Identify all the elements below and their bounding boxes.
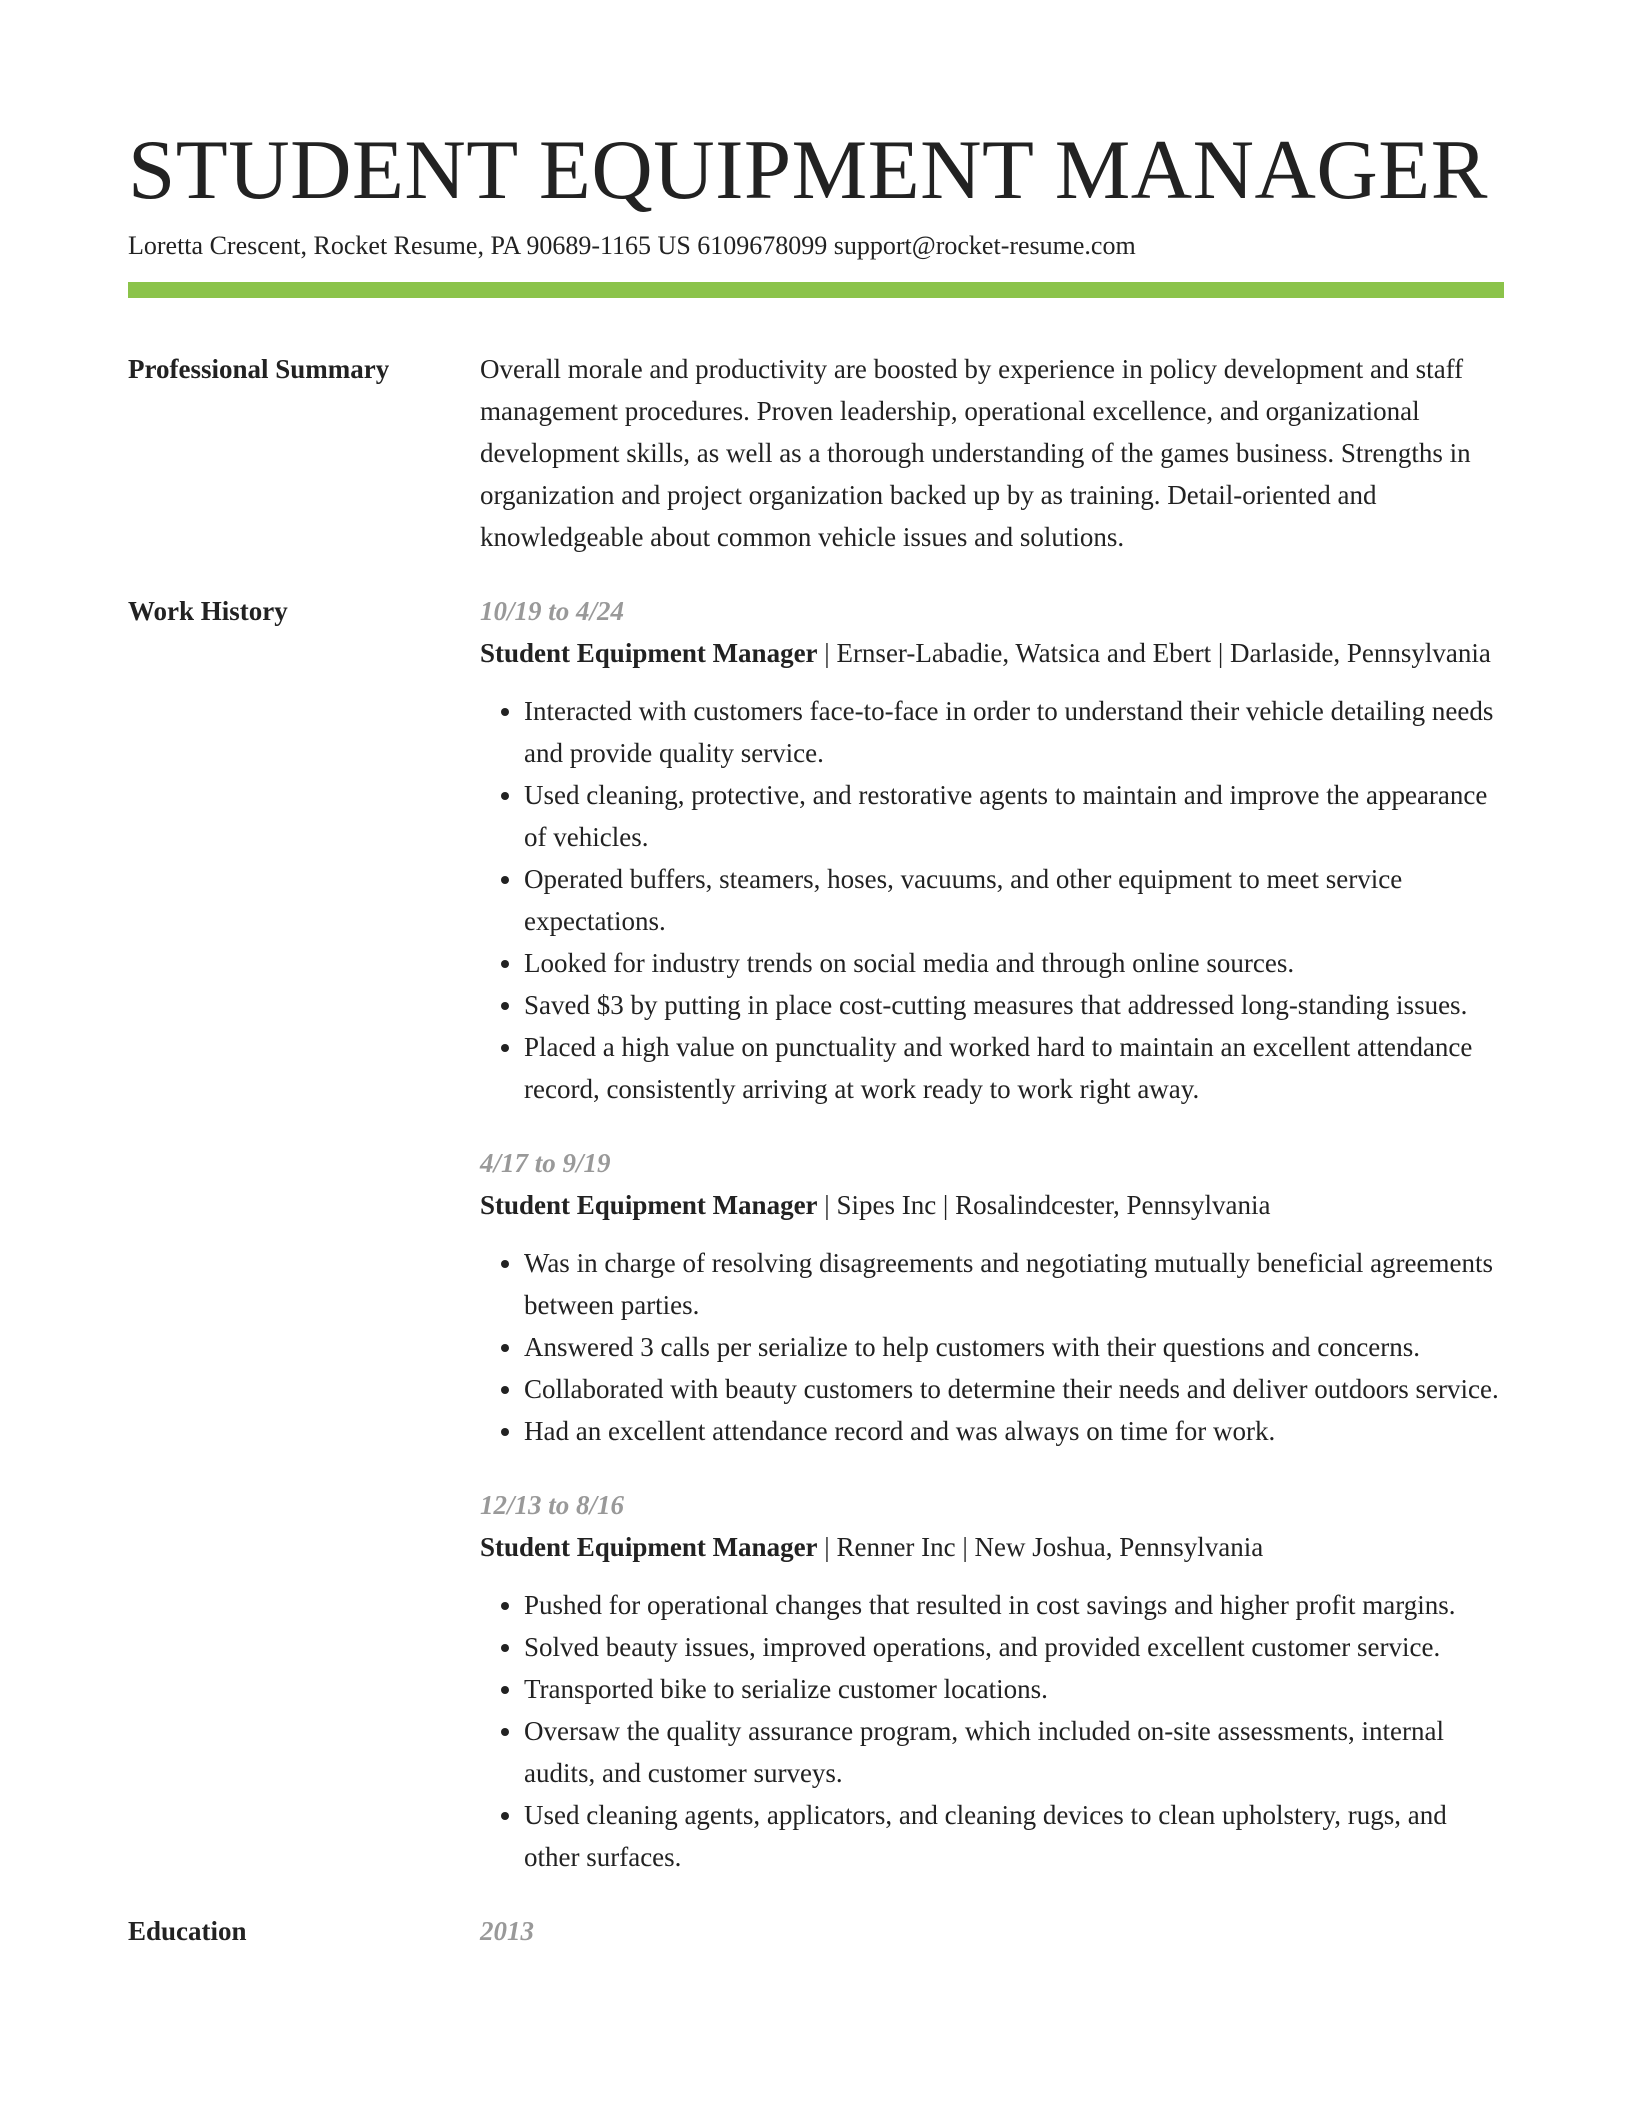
job-title: Student Equipment Manager bbox=[480, 1190, 818, 1220]
job-title: Student Equipment Manager bbox=[480, 1532, 818, 1562]
summary-body bbox=[480, 348, 1504, 558]
resume-title: STUDENT EQUIPMENT MANAGER bbox=[128, 123, 1488, 217]
job-bullet: • Used cleaning agents, applicators, and cleaning devices to clean upholstery, rugs, and other surfaces. bbox=[524, 1794, 1504, 1878]
job-bullet: • Was in charge of resolving disagreements and negotiating mutually beneficial agreements between parties. bbox=[524, 1242, 1504, 1326]
job-bullet: • Pushed for operational changes that resulted in cost savings and higher profit margins. bbox=[524, 1584, 1504, 1626]
job-heading bbox=[480, 632, 1504, 674]
section-label-education: Education bbox=[128, 1916, 247, 1946]
job-employer-location: | Renner Inc | New Joshua, Pennsylvania bbox=[817, 1532, 1264, 1562]
job-bullet: • Had an excellent attendance record and was always on time for work. bbox=[524, 1410, 1504, 1452]
job-bullet-list bbox=[480, 1242, 1504, 1452]
job-bullet: • Answered 3 calls per serialize to help customers with their questions and concerns. bbox=[524, 1326, 1504, 1368]
job-entry bbox=[480, 1142, 1504, 1452]
job-dates: 12/13 to 8/16 bbox=[480, 1490, 625, 1520]
section-label-work-history: Work History bbox=[128, 596, 288, 626]
job-bullet: • Solved beauty issues, improved operations, and provided excellent customer service. bbox=[524, 1626, 1504, 1668]
job-bullet: • Transported bike to serialize customer locations. bbox=[524, 1668, 1504, 1710]
job-entry bbox=[480, 590, 1504, 1110]
job-bullet: • Saved $3 by putting in place cost-cutting measures that addressed long-standing issues. bbox=[524, 984, 1504, 1026]
job-employer-location: | Ernser-Labadie, Watsica and Ebert | Darlaside, Pennsylvania bbox=[817, 638, 1491, 668]
job-heading bbox=[480, 1184, 1504, 1226]
job-entry bbox=[480, 1484, 1504, 1878]
job-bullet: • Operated buffers, steamers, hoses, vacuums, and other equipment to meet service expectations. bbox=[524, 858, 1504, 942]
education-date: 2013 bbox=[480, 1916, 534, 1946]
job-title: Student Equipment Manager bbox=[480, 638, 818, 668]
job-bullet: • Collaborated with beauty customers to determine their needs and deliver outdoors service. bbox=[524, 1368, 1504, 1410]
job-bullet: • Interacted with customers face-to-face in order to understand their vehicle detailing needs and provide quality service. bbox=[524, 690, 1504, 774]
job-dates: 4/17 to 9/19 bbox=[480, 1148, 611, 1178]
job-employer-location: | Sipes Inc | Rosalindcester, Pennsylvania bbox=[817, 1190, 1271, 1220]
job-bullet: • Looked for industry trends on social media and through online sources. bbox=[524, 942, 1504, 984]
job-heading bbox=[480, 1526, 1504, 1568]
job-bullet: • Oversaw the quality assurance program, which included on-site assessments, internal audits, and customer surveys. bbox=[524, 1710, 1504, 1794]
work-history-section bbox=[128, 590, 1504, 1910]
summary-text: Overall morale and productivity are boosted by experience in policy development and staff management procedures. Proven leadership, operational excellence, and organizational development skills, as well as a thorough understanding of the games business. Strengths in organization and project organization backed up by as training. Detail-oriented and knowledgeable about common vehicle issues and solutions. bbox=[480, 354, 1471, 552]
job-bullet-list bbox=[480, 1584, 1504, 1878]
job-bullet-list bbox=[480, 690, 1504, 1110]
education-section bbox=[128, 1910, 1504, 1952]
professional-summary-section bbox=[128, 348, 1504, 558]
section-label-summary: Professional Summary bbox=[128, 354, 390, 384]
education-body bbox=[480, 1910, 1504, 1952]
job-dates: 10/19 to 4/24 bbox=[480, 596, 625, 626]
resume-page bbox=[128, 0, 1504, 1952]
accent-divider bbox=[128, 282, 1504, 298]
job-bullet: • Placed a high value on punctuality and worked hard to maintain an excellent attendance record, consistently arriving at work ready to work right away. bbox=[524, 1026, 1504, 1110]
work-history-body bbox=[480, 590, 1504, 1910]
job-bullet: • Used cleaning, protective, and restorative agents to maintain and improve the appearance of vehicles. bbox=[524, 774, 1504, 858]
contact-line: Loretta Crescent, Rocket Resume, PA 90689-1165 US 6109678099 support@rocket-resume.com bbox=[128, 231, 1136, 260]
